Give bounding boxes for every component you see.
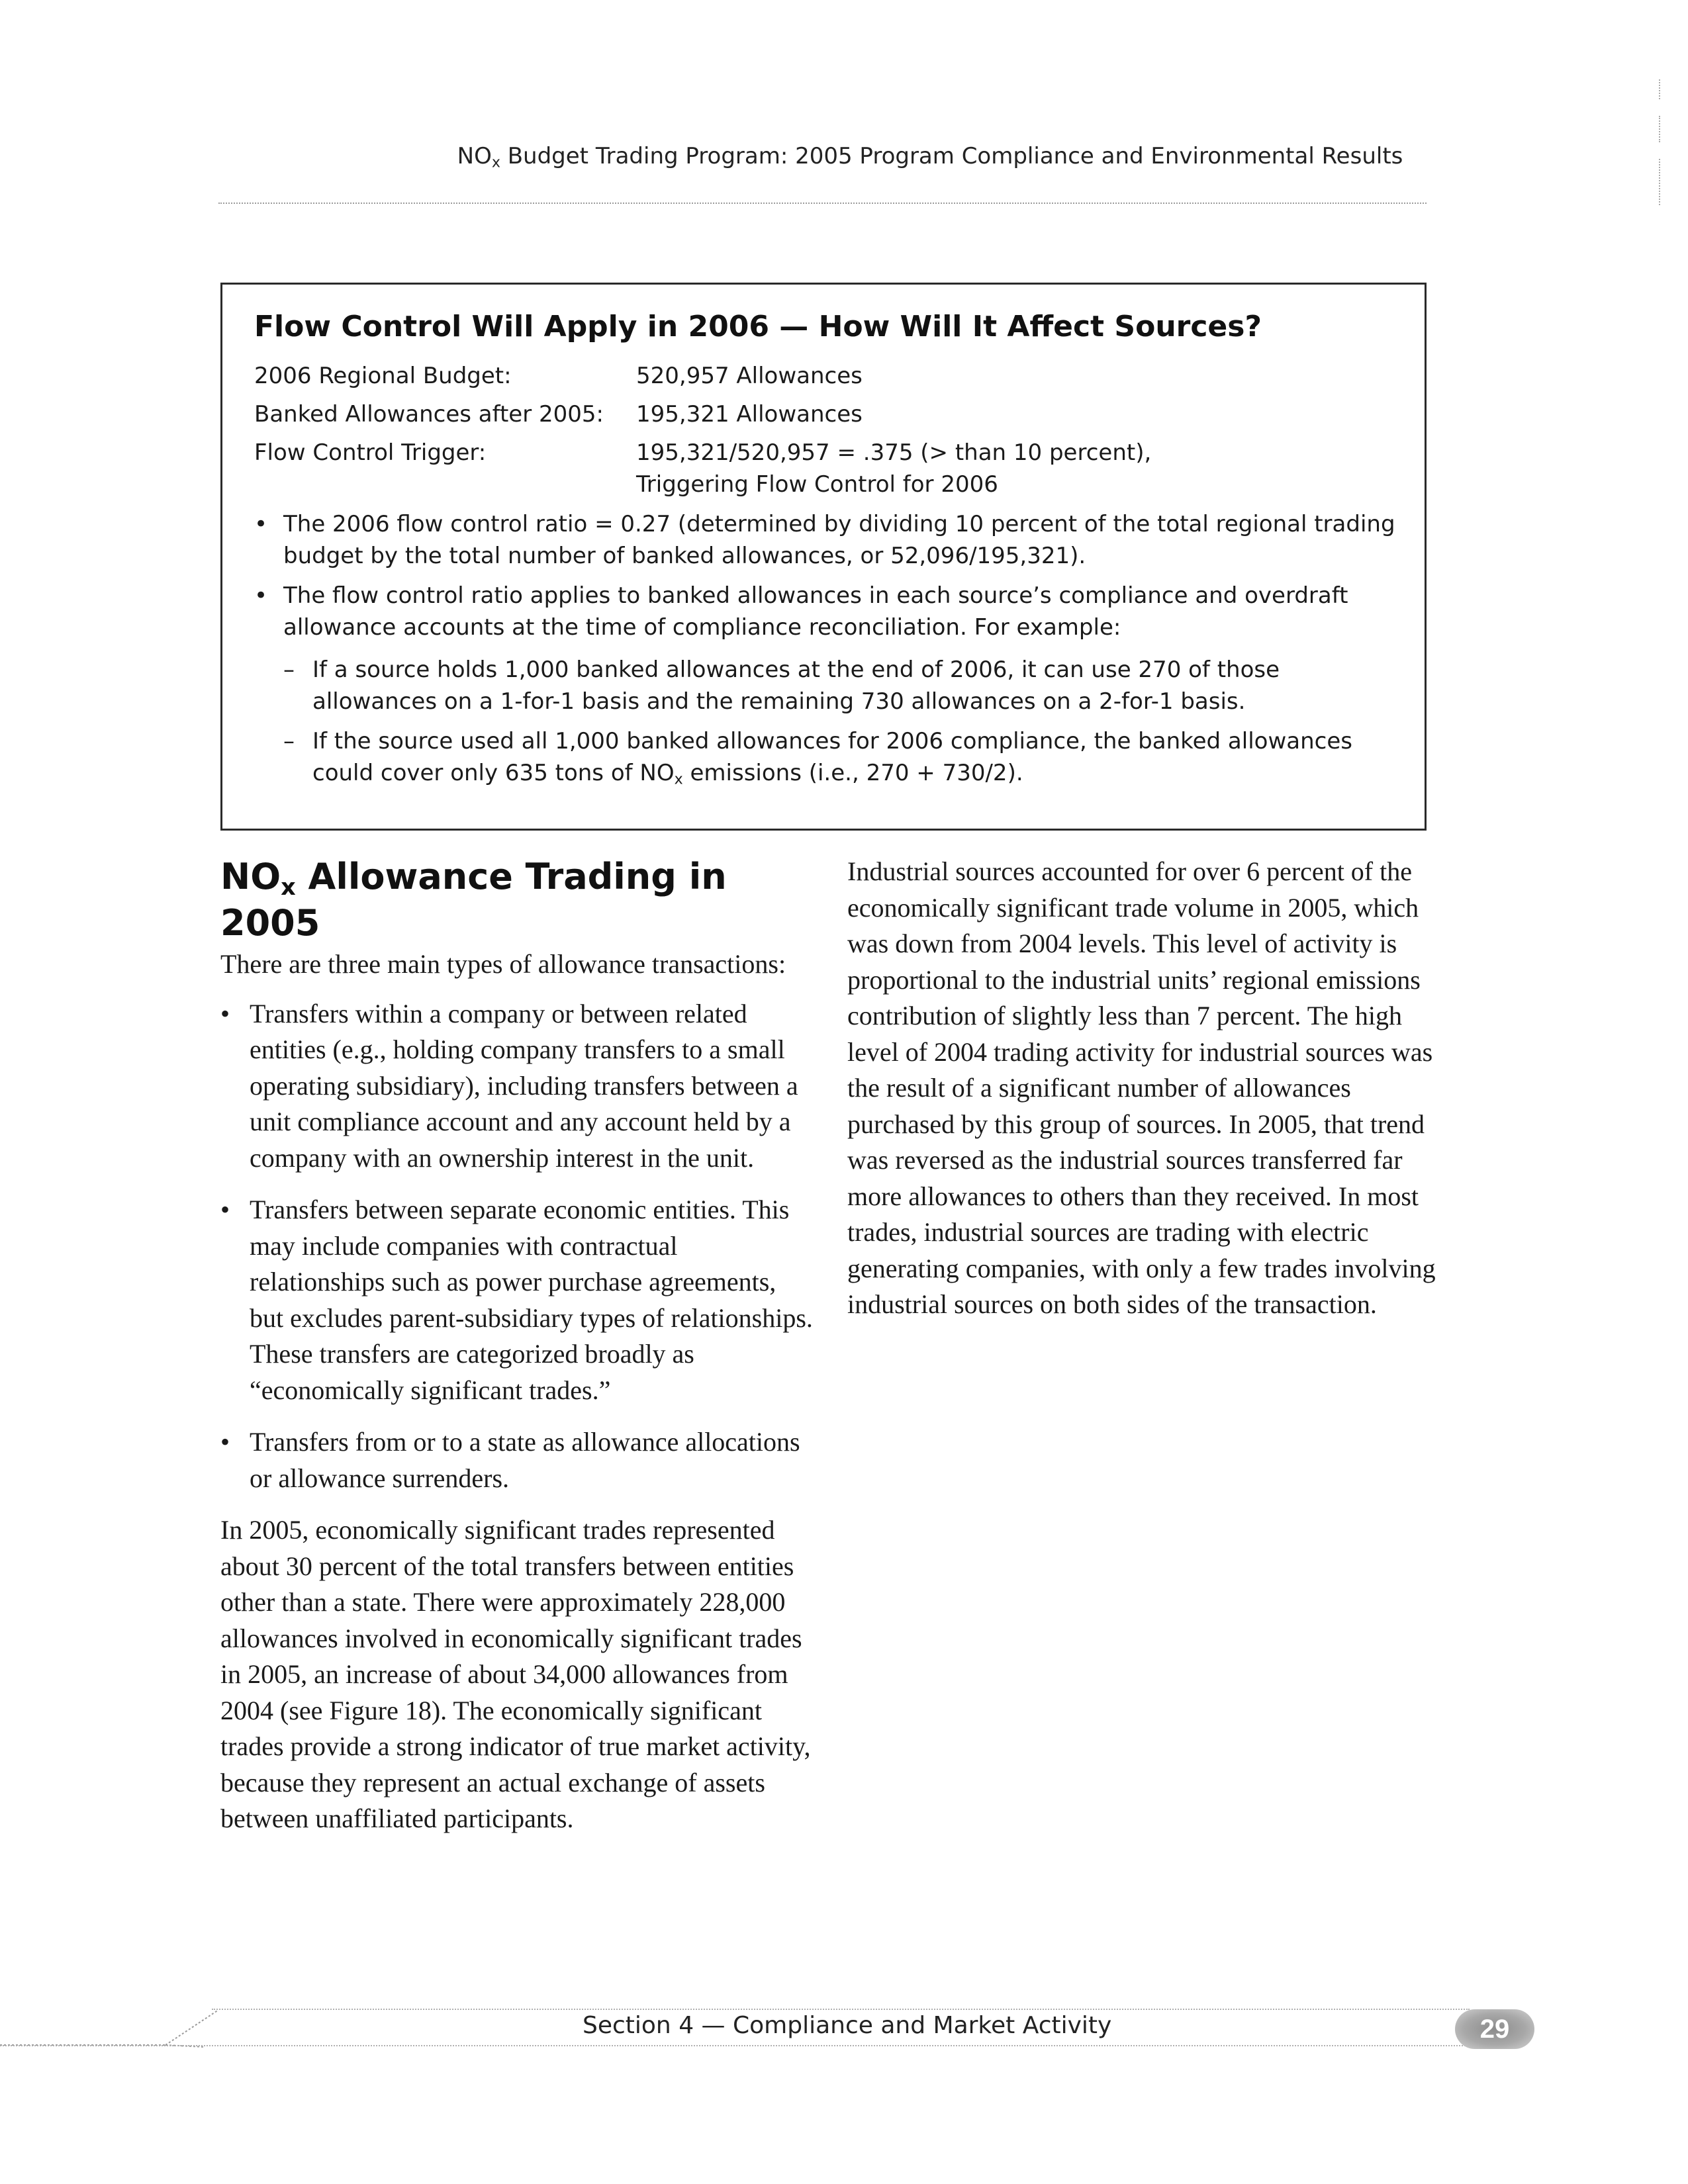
sidebar-sub-bullet: – If a source holds 1,000 banked allowances at the end of 2006, it can use 270 of those allowances on a 1-for-1 basis and the remaining 730 allowances on a 2-for-1 basis. xyxy=(283,654,1409,717)
header-title-pre: NO xyxy=(457,143,492,169)
banked-allowances-value: 195,321 Allowances xyxy=(636,401,863,428)
sidebar-sub-bullet-list xyxy=(283,654,1409,797)
sub-bullet-2-post: emissions (i.e., 270 + 730/2). xyxy=(682,760,1023,786)
footer-rule-bottom xyxy=(0,2045,1476,2046)
page-number: 29 xyxy=(1479,2015,1510,2044)
header-title-sub: x xyxy=(491,154,500,171)
edge-tick xyxy=(1659,79,1660,99)
left-column xyxy=(220,854,816,1837)
header-rule xyxy=(218,203,1427,204)
list-item: • Transfers from or to a state as allowance allocations or allowance surrenders. xyxy=(220,1424,816,1496)
sidebar-bullet: • The 2006 flow control ratio = 0.27 (determined by dividing 10 percent of the total regional trading budget by the total number of banked allowances, or 52,096/195,321). xyxy=(254,508,1406,572)
flow-control-sidebar xyxy=(220,283,1427,831)
industrial-sources-paragraph: Industrial sources accounted for over 6 percent of the economically significant trade volume in 2005, which was down from 2004 levels. This level of activity is proportional to the industrial units’ regional emissions contribution of slightly less than 7 percent. The high level of 2004 trading activity for industrial sources was the result of a significant number of allowances purchased by this group of sources. In 2005, that trend was reversed as the industrial sources transferred far more allowances to others than they received. In most trades, industrial sources are trading with electric generating companies, with only a few trades involving industrial sources on both sides of the transaction. xyxy=(847,856,1436,1319)
flow-control-trigger-value xyxy=(636,437,1151,500)
edge-tick xyxy=(1659,159,1660,205)
section-heading xyxy=(220,854,816,946)
trigger-result: Triggering Flow Control for 2006 xyxy=(636,471,998,498)
right-column xyxy=(847,854,1436,1323)
trades-2005-paragraph: In 2005, economically significant trades represented about 30 percent of the total transfers between entities other than a state. There were approximately 228,000 allowances involved in economically significant trades in 2005, an increase of about 34,000 allowances from 2004 (see Figure 18). The economically significant trades provide a strong indicator of true market activity, because they represent an actual exchange of assets between unaffiliated participants. xyxy=(220,1515,811,1833)
list-item: • Transfers within a company or between related entities (e.g., holding company transfers to a small operating subsidiary), including transfers between a unit compliance account and any account held by a company with an ownership interest in the unit. xyxy=(220,996,816,1177)
footer-arrow-icon xyxy=(0,2009,238,2048)
flow-control-trigger-label: Flow Control Trigger: xyxy=(254,439,487,466)
sidebar-bullet-list xyxy=(254,508,1406,651)
heading-sub: x xyxy=(281,873,296,901)
page-number-badge xyxy=(1455,2009,1534,2049)
edge-tick xyxy=(1659,116,1660,142)
sidebar-sub-bullet xyxy=(283,725,1409,789)
trigger-calculation: 195,321/520,957 = .375 (> than 10 percent), xyxy=(636,439,1152,466)
regional-budget-label: 2006 Regional Budget: xyxy=(254,363,512,389)
footer-section-label: Section 4 — Compliance and Market Activity xyxy=(583,2012,1112,2039)
heading-post: Allowance Trading in 2005 xyxy=(220,856,727,944)
header-title-post: Budget Trading Program: 2005 Program Compliance and Environmental Results xyxy=(500,143,1403,169)
banked-allowances-label: Banked Allowances after 2005: xyxy=(254,401,604,428)
sub-bullet-2-pre: If the source used all 1,000 banked allowances for 2006 compliance, the banked allowances could cover only 635 tons of NO xyxy=(312,728,1352,786)
intro-paragraph: There are three main types of allowance transactions: xyxy=(220,949,786,979)
sidebar-bullet: • The flow control ratio applies to banked allowances in each source’s compliance and overdraft allowance accounts at the time of compliance reconciliation. For example: xyxy=(254,580,1406,643)
regional-budget-value: 520,957 Allowances xyxy=(636,363,863,389)
running-header xyxy=(218,143,1642,169)
heading-pre: NO xyxy=(220,856,281,897)
transaction-types-list xyxy=(220,996,816,1497)
list-item: • Transfers between separate economic entities. This may include companies with contractual relationships such as power purchase agreements, but excludes parent-subsidiary types of relationships. These transfers are categorized broadly as “economically significant trades.” xyxy=(220,1192,816,1408)
sub-bullet-2-sub: x xyxy=(674,770,683,788)
footer-rule xyxy=(212,2009,1470,2010)
sidebar-title: Flow Control Will Apply in 2006 — How Will It Affect Sources? xyxy=(254,310,1262,343)
